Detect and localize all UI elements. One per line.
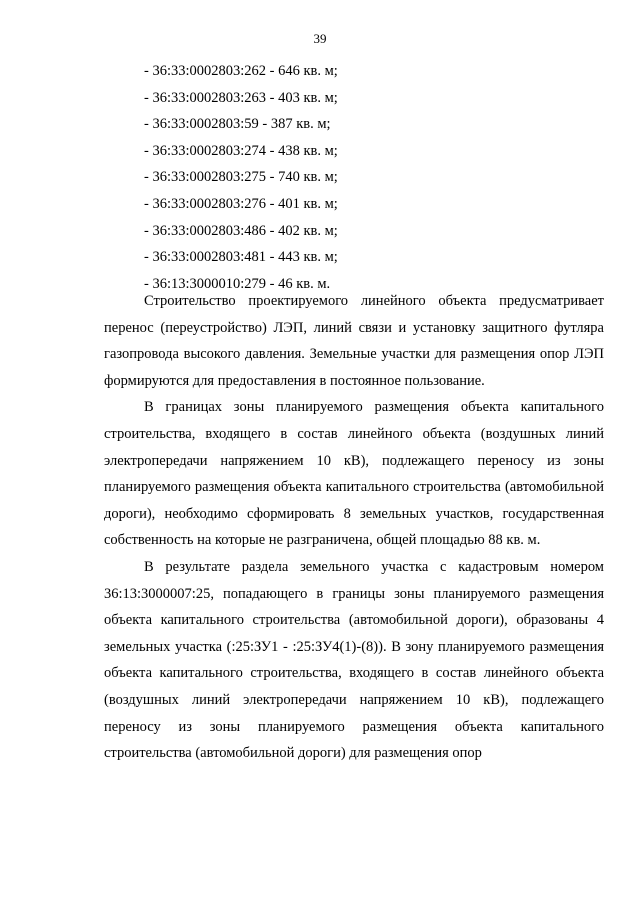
parcel-item: - 36:33:0002803:274 - 438 кв. м; [144,142,338,159]
parcel-item: - 36:33:0002803:263 - 403 кв. м; [144,89,338,106]
page-number: 39 [313,31,327,46]
paragraph-land-division: В результате раздела земельного участка с кадастровым номером 36:13:3000007:25, попадающего в границы зоны планируемого размещения объекта капитального строительства (автомобильной дороги), образованы 4 земельных участка (:25:ЗУ1 - :25:ЗУ4(1)-(8)). В зону планируемого размещения объекта капитального строительства, входящего в состав линейного объекта (воздушных линий электропередачи напряжением 10 кВ), подлежащего переносу из зоны планируемого размещения объекта капитального строительства (автомобильной дороги) для размещения опор [104,558,604,762]
parcel-item: - 36:33:0002803:486 - 402 кв. м; [144,222,338,239]
parcel-item: - 36:33:0002803:275 - 740 кв. м; [144,169,338,186]
body-text [104,288,604,767]
parcel-list [144,58,338,297]
paragraph-construction: Строительство проектируемого линейного объекта предусматривает перенос (переустройство) ЛЭП, линий связи и установку защитного футляра газопровода высокого давления. Земельные участки для размещения опор ЛЭП формируются для предоставления в постоянное пользование. [104,293,604,389]
parcel-item: - 36:33:0002803:262 - 646 кв. м; [144,63,338,79]
parcel-item: - 36:13:3000010:279 - 46 кв. м. [144,275,331,292]
parcel-item: - 36:33:0002803:481 - 443 кв. м; [144,249,338,266]
parcel-item: - 36:33:0002803:276 - 401 кв. м; [144,195,338,212]
paragraph-zone-boundaries: В границах зоны планируемого размещения объекта капитального строительства, входящего в состав линейного объекта (воздушных линий электропередачи напряжением 10 кВ), подлежащего переносу из зоны планируемого размещения объекта капитального строительства (автомобильной дороги), необходимо сформировать 8 земельных участков, государственная собственность на которые не разграничена, общей площадью 88 кв. м. [104,399,604,549]
parcel-item: - 36:33:0002803:59 - 387 кв. м; [144,116,331,133]
